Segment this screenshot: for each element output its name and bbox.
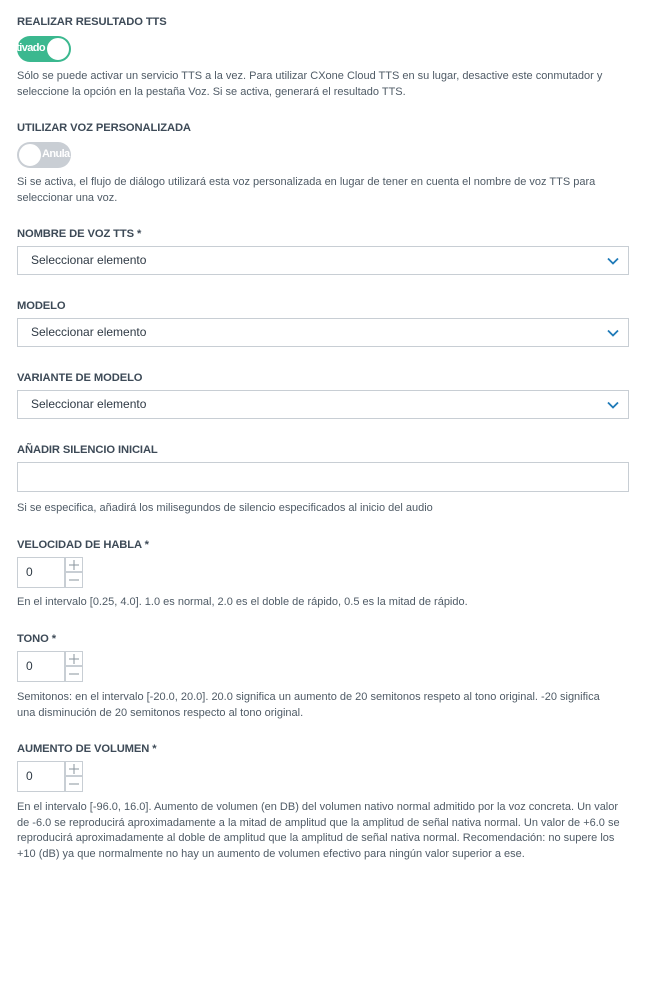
plus-icon xyxy=(68,653,80,665)
plus-icon xyxy=(68,559,80,571)
voice-name-select[interactable] xyxy=(17,246,629,275)
tts-result-label: REALIZAR RESULTADO TTS xyxy=(17,16,167,28)
initial-silence-help: Si se especifica, añadirá los milisegundos de silencio especificados al inicio del audio xyxy=(17,502,433,514)
pitch-input[interactable]: 0 xyxy=(17,651,65,682)
plus-icon xyxy=(68,763,80,775)
increment-button[interactable] xyxy=(65,651,83,666)
decrement-button[interactable] xyxy=(65,666,83,682)
tts-result-help: Sólo se puede activar un servicio TTS a la vez. Para utilizar CXone Cloud TTS en su lugar, desactive este conmutador y seleccione la opción en la pestaña Voz. Si se activa, generará el resultado TTS. xyxy=(17,70,603,98)
custom-voice-help: Si se activa, el flujo de diálogo utilizará esta voz personalizada en lugar de tener en cuenta el nombre de voz TTS para seleccionar una voz. xyxy=(17,176,596,204)
voice-name-label: NOMBRE DE VOZ TTS * xyxy=(17,228,142,240)
minus-icon xyxy=(68,778,80,790)
pitch-label: TONO * xyxy=(17,633,56,645)
decrement-button[interactable] xyxy=(65,572,83,588)
volume-gain-help: En el intervalo [-96.0, 16.0]. Aumento de volumen (en DB) del volumen nativo normal admitido por la voz concreta. Un valor de -6.0 se reproducirá aproximadamente a la mitad de amplitud que la amplitud de señal nativa normal. Un valor de +6.0 se reproducirá aproximadamente al doble de amplitud que la amplitud de señal nativa normal. Recomendación: no supere los +10 (dB) ya que normalmente no hay un aumento de volumen efectivo para ningún valor superior a ese. xyxy=(17,801,620,860)
speech-rate-label: VELOCIDAD DE HABLA * xyxy=(17,539,149,551)
volume-gain-label: AUMENTO DE VOLUMEN * xyxy=(17,743,157,755)
toggle-knob xyxy=(46,37,70,61)
increment-button[interactable] xyxy=(65,557,83,572)
increment-button[interactable] xyxy=(65,761,83,776)
model-select[interactable] xyxy=(17,318,629,347)
decrement-button[interactable] xyxy=(65,776,83,792)
custom-voice-label: UTILIZAR VOZ PERSONALIZADA xyxy=(17,122,191,134)
initial-silence-label: AÑADIR SILENCIO INICIAL xyxy=(17,444,158,456)
speech-rate-help: En el intervalo [0.25, 4.0]. 1.0 es normal, 2.0 es el doble de rápido, 0.5 es la mitad de rápido. xyxy=(17,596,468,608)
volume-gain-stepper[interactable] xyxy=(17,761,84,792)
volume-gain-input[interactable]: 0 xyxy=(17,761,65,792)
toggle-knob xyxy=(18,143,42,167)
minus-icon xyxy=(68,668,80,680)
model-label: MODELO xyxy=(17,300,66,312)
toggle-text: Activado xyxy=(3,42,45,54)
select-value: Seleccionar elemento xyxy=(31,397,147,411)
chevron-down-icon xyxy=(606,399,620,411)
custom-voice-toggle[interactable] xyxy=(17,142,71,168)
select-value: Seleccionar elemento xyxy=(31,325,147,339)
minus-icon xyxy=(68,574,80,586)
tts-result-toggle[interactable] xyxy=(3,36,71,62)
toggle-text: Anula xyxy=(42,148,70,160)
chevron-down-icon xyxy=(606,327,620,339)
select-value: Seleccionar elemento xyxy=(31,253,147,267)
model-variant-select[interactable] xyxy=(17,390,629,419)
speech-rate-stepper[interactable] xyxy=(17,557,84,588)
model-variant-label: VARIANTE DE MODELO xyxy=(17,372,143,384)
pitch-stepper[interactable] xyxy=(17,651,84,682)
pitch-help: Semitonos: en el intervalo [-20.0, 20.0]. 20.0 significa un aumento de 20 semitonos respeto al tono original. -20 significa una disminución de 20 semitonos respecto al tono original. xyxy=(17,691,600,719)
speech-rate-input[interactable]: 0 xyxy=(17,557,65,588)
initial-silence-input[interactable] xyxy=(17,462,629,492)
chevron-down-icon xyxy=(606,255,620,267)
